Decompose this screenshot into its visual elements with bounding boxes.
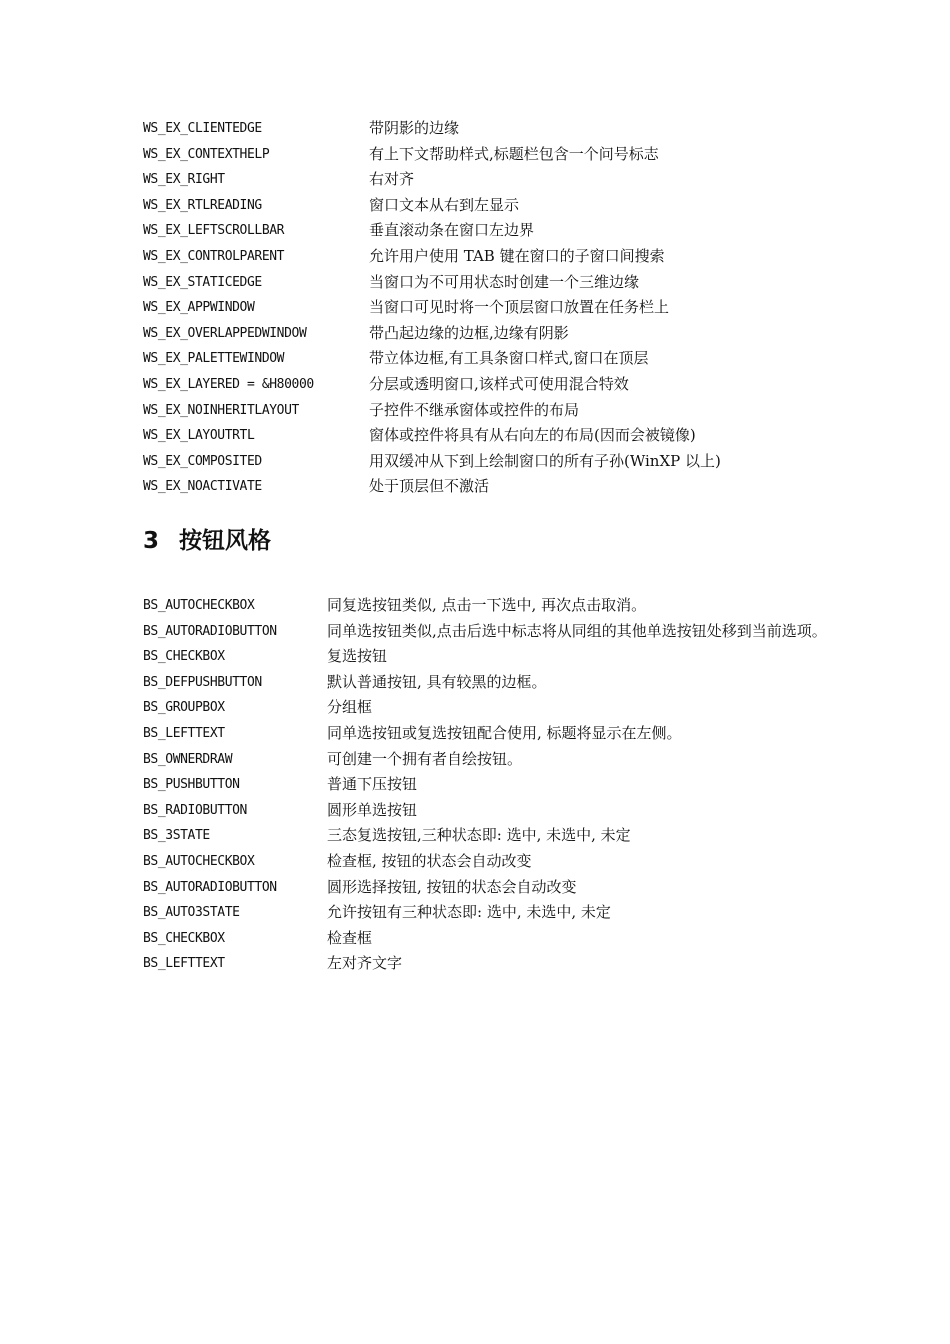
table-row — [143, 619, 843, 645]
table-row — [143, 372, 843, 398]
style-description: 圆形单选按钮 — [327, 800, 418, 819]
table-row — [143, 721, 843, 747]
style-description: 带凸起边缘的边框,边缘有阴影 — [369, 323, 569, 342]
table-row — [143, 474, 843, 500]
table-row — [143, 193, 843, 219]
table-row — [143, 116, 843, 142]
style-constant: WS_EX_RIGHT — [143, 172, 225, 188]
style-constant: WS_EX_PALETTEWINDOW — [143, 351, 285, 367]
style-description: 子控件不继承窗体或控件的布局 — [369, 400, 580, 419]
style-description: 三态复选按钮,三种状态即: 选中, 未选中, 未定 — [327, 826, 631, 845]
style-description: 处于顶层但不激活 — [369, 477, 490, 496]
table-row — [143, 398, 843, 424]
table-row — [143, 951, 843, 977]
style-description: 窗体或控件将具有从右向左的布局(因而会被镜像) — [369, 426, 696, 445]
table-row — [143, 823, 843, 849]
table-row — [143, 747, 843, 773]
style-description: 带阴影的边缘 — [369, 119, 460, 137]
style-description: 左对齐文字 — [327, 954, 403, 973]
style-description: 普通下压按钮 — [327, 775, 418, 794]
style-constant: BS_AUTO3STATE — [143, 905, 240, 921]
table-row — [143, 244, 843, 270]
style-constant: WS_EX_COMPOSITED — [143, 453, 262, 469]
table-row — [143, 849, 843, 875]
style-constant: BS_CHECKBOX — [143, 649, 225, 665]
table-row — [143, 167, 843, 193]
style-description: 允许用户使用 TAB 键在窗口的子窗口间搜索 — [369, 246, 665, 265]
style-description: 窗口文本从右到左显示 — [369, 195, 520, 214]
style-constant: WS_EX_OVERLAPPEDWINDOW — [143, 325, 307, 341]
table-row — [143, 295, 843, 321]
style-constant: WS_EX_CONTROLPARENT — [143, 248, 285, 264]
style-description: 同单选按钮或复选按钮配合使用, 标题将显示在左侧。 — [327, 723, 682, 742]
style-constant: BS_AUTORADIOBUTTON — [143, 623, 277, 639]
style-constant: BS_AUTORADIOBUTTON — [143, 879, 277, 895]
style-description: 当窗口可见时将一个顶层窗口放置在任务栏上 — [369, 298, 670, 317]
table-row — [143, 644, 843, 670]
style-description: 圆形选择按钮, 按钮的状态会自动改变 — [327, 877, 577, 896]
style-description: 分层或透明窗口,该样式可使用混合特效 — [369, 374, 629, 393]
style-description: 复选按钮 — [327, 647, 388, 666]
table-row — [143, 772, 843, 798]
table-row — [143, 670, 843, 696]
style-description: 同单选按钮类似,点击后选中标志将从同组的其他单选按钮处移到当前选项。 — [327, 621, 827, 640]
style-description: 带立体边框,有工具条窗口样式,窗口在顶层 — [369, 349, 649, 368]
style-constant: BS_DEFPUSHBUTTON — [143, 674, 262, 690]
style-description: 用双缓冲从下到上绘制窗口的所有子孙(WinXP 以上) — [369, 451, 721, 470]
style-description: 分组框 — [327, 698, 373, 717]
style-constant: BS_3STATE — [143, 828, 210, 844]
style-description: 检查框, 按钮的状态会自动改变 — [327, 851, 532, 870]
style-constant: BS_AUTOCHECKBOX — [143, 598, 255, 613]
style-constant: WS_EX_LAYOUTRTL — [143, 428, 255, 444]
style-constant: BS_CHECKBOX — [143, 930, 225, 946]
style-constant: WS_EX_NOINHERITLAYOUT — [143, 402, 299, 418]
style-constant: BS_OWNERDRAW — [143, 751, 233, 767]
ws-ex-style-table — [143, 116, 843, 500]
style-constant: BS_AUTOCHECKBOX — [143, 853, 255, 869]
style-constant: WS_EX_CLIENTEDGE — [143, 121, 262, 136]
style-description: 检查框 — [327, 928, 373, 947]
table-row — [143, 346, 843, 372]
table-row — [143, 798, 843, 824]
style-constant: WS_EX_APPWINDOW — [143, 300, 255, 316]
style-constant: WS_EX_RTLREADING — [143, 197, 262, 213]
table-row — [143, 270, 843, 296]
style-description: 允许按钮有三种状态即: 选中, 未选中, 未定 — [327, 903, 611, 922]
style-description: 可创建一个拥有者自绘按钮。 — [327, 749, 523, 768]
style-description: 同复选按钮类似, 点击一下选中, 再次点击取消。 — [327, 596, 647, 614]
table-row — [143, 695, 843, 721]
style-constant: BS_LEFTTEXT — [143, 725, 225, 741]
section-title: 按钮风格 — [179, 528, 272, 554]
table-row — [143, 926, 843, 952]
style-constant: WS_EX_NOACTIVATE — [143, 479, 262, 495]
bs-style-table — [143, 593, 843, 977]
table-row — [143, 423, 843, 449]
style-constant: WS_EX_CONTEXTHELP — [143, 146, 270, 162]
style-constant: BS_RADIOBUTTON — [143, 802, 247, 818]
style-constant: WS_EX_STATICEDGE — [143, 274, 262, 290]
style-constant: WS_EX_LAYERED = &H80000 — [143, 376, 314, 392]
style-description: 右对齐 — [369, 170, 415, 189]
style-description: 有上下文帮助样式,标题栏包含一个问号标志 — [369, 144, 659, 163]
style-constant: BS_GROUPBOX — [143, 700, 225, 716]
table-row — [143, 321, 843, 347]
section-number: 3 — [143, 528, 160, 554]
table-row — [143, 593, 843, 619]
table-row — [143, 875, 843, 901]
style-description: 垂直滚动条在窗口左边界 — [369, 221, 535, 240]
table-row — [143, 218, 843, 244]
table-row — [143, 900, 843, 926]
style-constant: WS_EX_LEFTSCROLLBAR — [143, 223, 285, 239]
style-constant: BS_PUSHBUTTON — [143, 777, 240, 793]
table-row — [143, 449, 843, 475]
section-heading — [143, 521, 271, 561]
table-row — [143, 142, 843, 168]
style-description: 当窗口为不可用状态时创建一个三维边缘 — [369, 272, 640, 291]
style-description: 默认普通按钮, 具有较黑的边框。 — [327, 672, 547, 691]
style-constant: BS_LEFTTEXT — [143, 956, 225, 972]
